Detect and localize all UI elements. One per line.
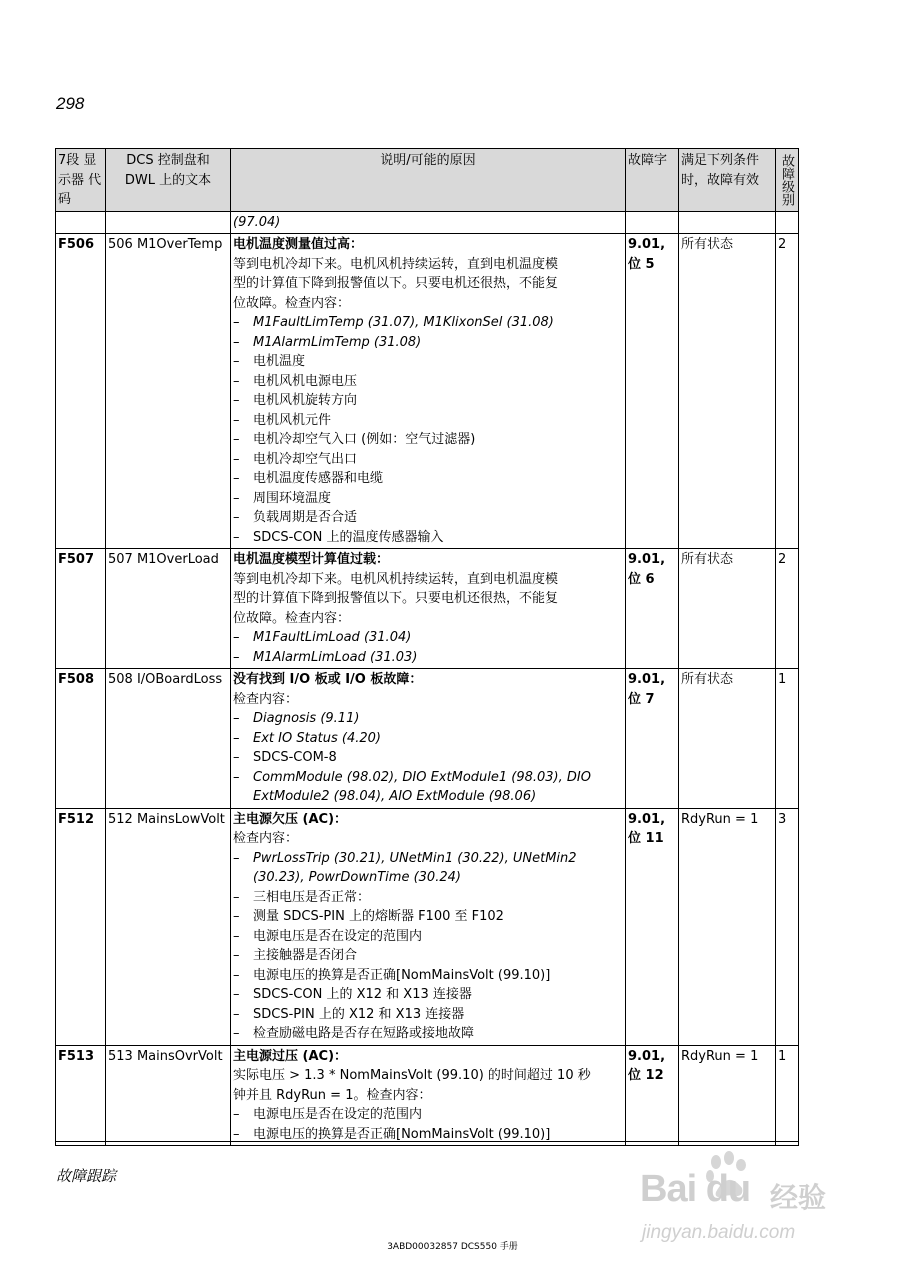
description-line: 位故障。检查内容：	[233, 610, 351, 626]
fault-description	[231, 234, 626, 549]
table-row	[56, 234, 799, 549]
footer-doc-id: 3ABD00032857 DCS550 手册	[387, 1242, 518, 1252]
check-item: – 电机冷却空气入口 (例如：空气过滤器)	[233, 430, 623, 450]
check-item: – SDCS-CON 上的 X12 和 X13 连接器	[233, 985, 623, 1005]
description-line: 等到电机冷却下来。电机风机持续运转，直到电机温度模	[233, 571, 559, 587]
check-item: – 电机风机电源电压	[233, 372, 623, 392]
dcs-text: 507 M1OverLoad	[106, 549, 231, 669]
baidu-jingyan-watermark: Bai du 经验 jingyan.baidu.com	[640, 1150, 860, 1260]
check-item: – Diagnosis (9.11)	[233, 709, 623, 729]
footer-divider	[55, 1141, 799, 1142]
footer-section-title: 故障跟踪	[56, 1167, 117, 1185]
check-item: – PwrLossTrip (30.21), UNetMin1 (30.22), UNetMin2 (30.23), PowrDownTime (30.24)	[233, 849, 623, 888]
description-line: 检查内容：	[233, 691, 299, 707]
fault-title: 电机温度模型计算值过载：	[233, 552, 390, 567]
fault-description	[231, 669, 626, 809]
fault-word: 9.01, 位 6	[626, 549, 679, 669]
fault-condition: 所有状态	[679, 549, 776, 669]
check-item: – 电机冷却空气出口	[233, 450, 623, 470]
description-line: 检查内容：	[233, 831, 299, 846]
fault-word: 9.01, 位 11	[626, 808, 679, 1045]
check-item: – 电源电压是否在设定的范围内	[233, 1105, 623, 1125]
table-row	[56, 549, 799, 669]
check-item: – M1FaultLimLoad (31.04)	[233, 628, 623, 648]
description-line: 实际电压 > 1.3 * NomMainsVolt (99.10) 的时间超过 10 秒	[233, 1068, 591, 1083]
fault-condition: RdyRun = 1	[679, 1045, 776, 1146]
check-item: – Ext IO Status (4.20)	[233, 729, 623, 749]
fault-condition: 所有状态	[679, 669, 776, 809]
check-item: – 负载周期是否合适	[233, 508, 623, 528]
table-row	[56, 1045, 799, 1146]
check-item: – 三相电压是否正常：	[233, 888, 623, 908]
header-description: 说明/可能的原因	[231, 149, 626, 212]
check-item: – 电机温度传感器和电缆	[233, 469, 623, 489]
dcs-text: 506 M1OverTemp	[106, 234, 231, 549]
fault-title: 主电源过压 (AC)：	[233, 1048, 348, 1064]
table-row	[56, 808, 799, 1045]
description-line: 等到电机冷却下来。电机风机持续运转，直到电机温度模	[233, 256, 559, 272]
fault-condition: RdyRun = 1	[679, 808, 776, 1045]
fault-word: 9.01, 位 5	[626, 234, 679, 549]
header-code: 7段 显 示器 代码	[56, 149, 106, 212]
description-line: 位故障。检查内容：	[233, 295, 351, 311]
fault-table	[55, 148, 799, 1146]
fault-description	[231, 808, 626, 1045]
fault-level: 1	[776, 669, 799, 809]
continuation-text: (97.04)	[231, 211, 626, 234]
fault-title: 电机温度测量值过高：	[233, 237, 364, 252]
check-item: – 电源电压的换算是否正确[NomMainsVolt (99.10)]	[233, 1125, 623, 1145]
dcs-text: 512 MainsLowVolt	[106, 808, 231, 1045]
header-condition: 满足下列条件 时，故障有效	[679, 149, 776, 212]
header-dcs-text: DCS 控制盘和 DWL 上的文本	[106, 149, 231, 212]
check-item: – SDCS-PIN 上的 X12 和 X13 连接器	[233, 1005, 623, 1025]
check-item: – M1AlarmLimTemp (31.08)	[233, 333, 623, 353]
check-item: – 检查励磁电路是否存在短路或接地故障	[233, 1024, 623, 1044]
fault-description	[231, 1045, 626, 1146]
check-item: – SDCS-COM-8	[233, 748, 623, 768]
table-header-row	[56, 149, 799, 212]
fault-code: F506	[56, 234, 106, 549]
fault-code: F507	[56, 549, 106, 669]
check-item: – 电源电压的换算是否正确[NomMainsVolt (99.10)]	[233, 966, 623, 986]
dcs-text: 508 I/OBoardLoss	[106, 669, 231, 809]
check-item: – 周围环境温度	[233, 489, 623, 509]
check-item: – M1AlarmLimLoad (31.03)	[233, 648, 623, 668]
header-level: 故障级别	[776, 149, 799, 212]
check-item: – 电机风机旋转方向	[233, 391, 623, 411]
table-row	[56, 669, 799, 809]
page-number: 298	[56, 94, 85, 113]
fault-code: F513	[56, 1045, 106, 1146]
description-line: 钟并且 RdyRun = 1。检查内容：	[233, 1087, 432, 1103]
check-item: – 电机温度	[233, 352, 623, 372]
description-line: 型的计算值下降到报警值以下。只要电机还很热，不能复	[233, 591, 559, 606]
check-item: – SDCS-CON 上的温度传感器输入	[233, 528, 623, 548]
check-item: – 电源电压是否在设定的范围内	[233, 927, 623, 947]
check-item: – 主接触器是否闭合	[233, 946, 623, 966]
fault-description	[231, 549, 626, 669]
check-item: – M1FaultLimTemp (31.07), M1KlixonSel (31.08)	[233, 313, 623, 333]
fault-code: F508	[56, 669, 106, 809]
fault-level: 2	[776, 549, 799, 669]
fault-level: 3	[776, 808, 799, 1045]
check-item: – CommModule (98.02), DIO ExtModule1 (98.03), DIO ExtModule2 (98.04), AIO ExtModule (98.06)	[233, 768, 623, 807]
fault-word: 9.01, 位 12	[626, 1045, 679, 1146]
fault-title: 主电源欠压 (AC)：	[233, 811, 348, 827]
check-item: – 测量 SDCS-PIN 上的熔断器 F100 至 F102	[233, 907, 623, 927]
continuation-row	[56, 211, 799, 234]
dcs-text: 513 MainsOvrVolt	[106, 1045, 231, 1146]
fault-word: 9.01, 位 7	[626, 669, 679, 809]
fault-code: F512	[56, 808, 106, 1045]
fault-level: 2	[776, 234, 799, 549]
fault-condition: 所有状态	[679, 234, 776, 549]
header-fault-word: 故障字	[626, 149, 679, 212]
check-item: – 电机风机元件	[233, 411, 623, 431]
fault-level: 1	[776, 1045, 799, 1146]
fault-title: 没有找到 I/O 板或 I/O 板故障：	[233, 672, 423, 687]
description-line: 型的计算值下降到报警值以下。只要电机还很热，不能复	[233, 276, 559, 291]
